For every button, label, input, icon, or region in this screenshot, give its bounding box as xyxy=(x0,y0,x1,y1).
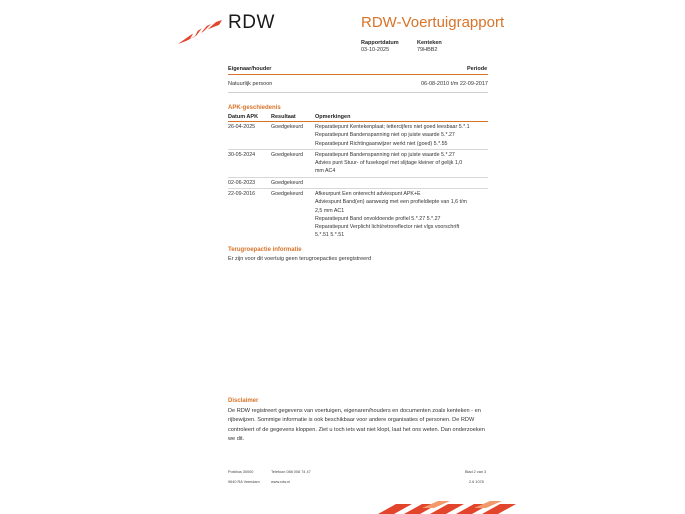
document-title: RDW-Voertuigrapport xyxy=(361,14,505,31)
owner-divider xyxy=(228,74,488,75)
apk-remarks xyxy=(315,122,488,150)
rdw-logo-icon xyxy=(176,19,224,47)
plate-value: 79HBB2 xyxy=(417,47,438,53)
recall-text: Er zijn voor dit voertuig geen terugroepacties geregistreerd xyxy=(228,256,372,262)
apk-table xyxy=(228,114,488,240)
apk-col-date: Datum APK xyxy=(228,114,271,122)
footer-phone: Telefoon 088 008 74 47 xyxy=(271,470,311,474)
apk-date: 02-06-2023 xyxy=(228,177,271,188)
apk-remarks xyxy=(315,188,488,240)
apk-remark-line: Reparatiepunt Bandenspanning niet op juiste waarde 5.*.27 xyxy=(315,132,455,139)
disclaimer-line: rijbewijzen. Sommige informatie is ook beschikbaar voor andere organisaties of personen. De RDW xyxy=(228,417,475,424)
footer-web: www.rdw.nl xyxy=(271,480,290,484)
report-date-label: Rapportdatum xyxy=(361,40,399,46)
footer-code: 2.6 1078 xyxy=(469,480,484,484)
apk-remarks xyxy=(315,177,488,188)
period-label: Periode xyxy=(467,66,488,72)
plate-label: Kenteken xyxy=(417,40,442,46)
period-value: 06-08-2010 t/m 22-09-2017 xyxy=(421,81,488,87)
disclaimer-line: we dit. xyxy=(228,436,245,443)
apk-result: Goedgekeurd xyxy=(271,188,315,240)
apk-remark-line: Reparatiepunt Kentekenplaat; lettercijfers niet goed leesbaar 5.*.1 xyxy=(315,124,470,131)
apk-remark-line: Adviespunt Band(en) aanwezig met een profieldiepte van 1,6 t/m xyxy=(315,199,467,206)
apk-result: Goedgekeurd xyxy=(271,149,315,177)
footer-postbus: Postbus 30000 xyxy=(228,470,254,474)
recall-section-title: Terugroepactie informatie xyxy=(228,247,302,253)
apk-row xyxy=(228,149,488,177)
apk-section-title: APK-geschiedenis xyxy=(228,105,281,111)
apk-date: 30-05-2024 xyxy=(228,149,271,177)
apk-remark-line: Reparatiepunt Verplicht licht/retroreflector niet vlgs voorschrift xyxy=(315,223,460,230)
disclaimer-line: De RDW registreert gegevens van voertuigen, eigenaren/houders en documenten zoals kenteken - en xyxy=(228,408,481,414)
apk-remark-line: 5.*.51 5.*.51 xyxy=(315,232,345,239)
apk-remark-line: Advies punt Stuur- of fusekogel met slijtage kleiner of gelijk 1,0 xyxy=(315,160,463,167)
apk-row xyxy=(228,177,488,188)
apk-row xyxy=(228,122,488,150)
brand-name: RDW xyxy=(228,12,275,33)
owner-bottom-divider xyxy=(228,92,488,93)
apk-remark-line: 2,5 mm AC1 xyxy=(315,207,345,214)
apk-date: 26-04-2025 xyxy=(228,122,271,150)
apk-remarks xyxy=(315,149,488,177)
apk-remark-line: Afkeurpunt Een onterecht adviespunt APK+E xyxy=(315,191,421,198)
report-date-value: 03-10-2025 xyxy=(361,47,390,53)
apk-remark-line: Reparatiepunt Richtingaanwijzer werkt niet (goed) 5.*.55 xyxy=(315,140,448,147)
apk-result: Goedgekeurd xyxy=(271,122,315,150)
apk-remark-line: mm AC4 xyxy=(315,168,336,175)
disclaimer-line: controleert of de gegevens kloppen. Ziet u toch iets wat niet klopt, laat het ons weten. Dan onderzoeken xyxy=(228,426,485,433)
apk-remark-line: Reparatiepunt Band onvoldoende profiel 5.*.27 5.*.27 xyxy=(315,215,441,222)
disclaimer-text xyxy=(228,407,498,445)
apk-row xyxy=(228,188,488,240)
apk-col-remarks: Opmerkingen xyxy=(315,114,488,122)
owner-value: Natuurlijk persoon xyxy=(228,81,273,87)
disclaimer-title: Disclaimer xyxy=(228,398,259,404)
footer-stripes-decoration xyxy=(378,498,528,514)
apk-date: 22-09-2016 xyxy=(228,188,271,240)
owner-label: Eigenaar/houder xyxy=(228,66,272,72)
apk-result: Goedgekeurd xyxy=(271,177,315,188)
apk-col-result: Resultaat xyxy=(271,114,315,122)
footer-page: Blad 2 van 3 xyxy=(465,470,487,474)
apk-remark-line: Reparatiepunt Bandenspanning niet op juiste waarde 5.*.27 xyxy=(315,151,455,158)
footer-city: 9640 RA Veendam xyxy=(228,480,260,484)
